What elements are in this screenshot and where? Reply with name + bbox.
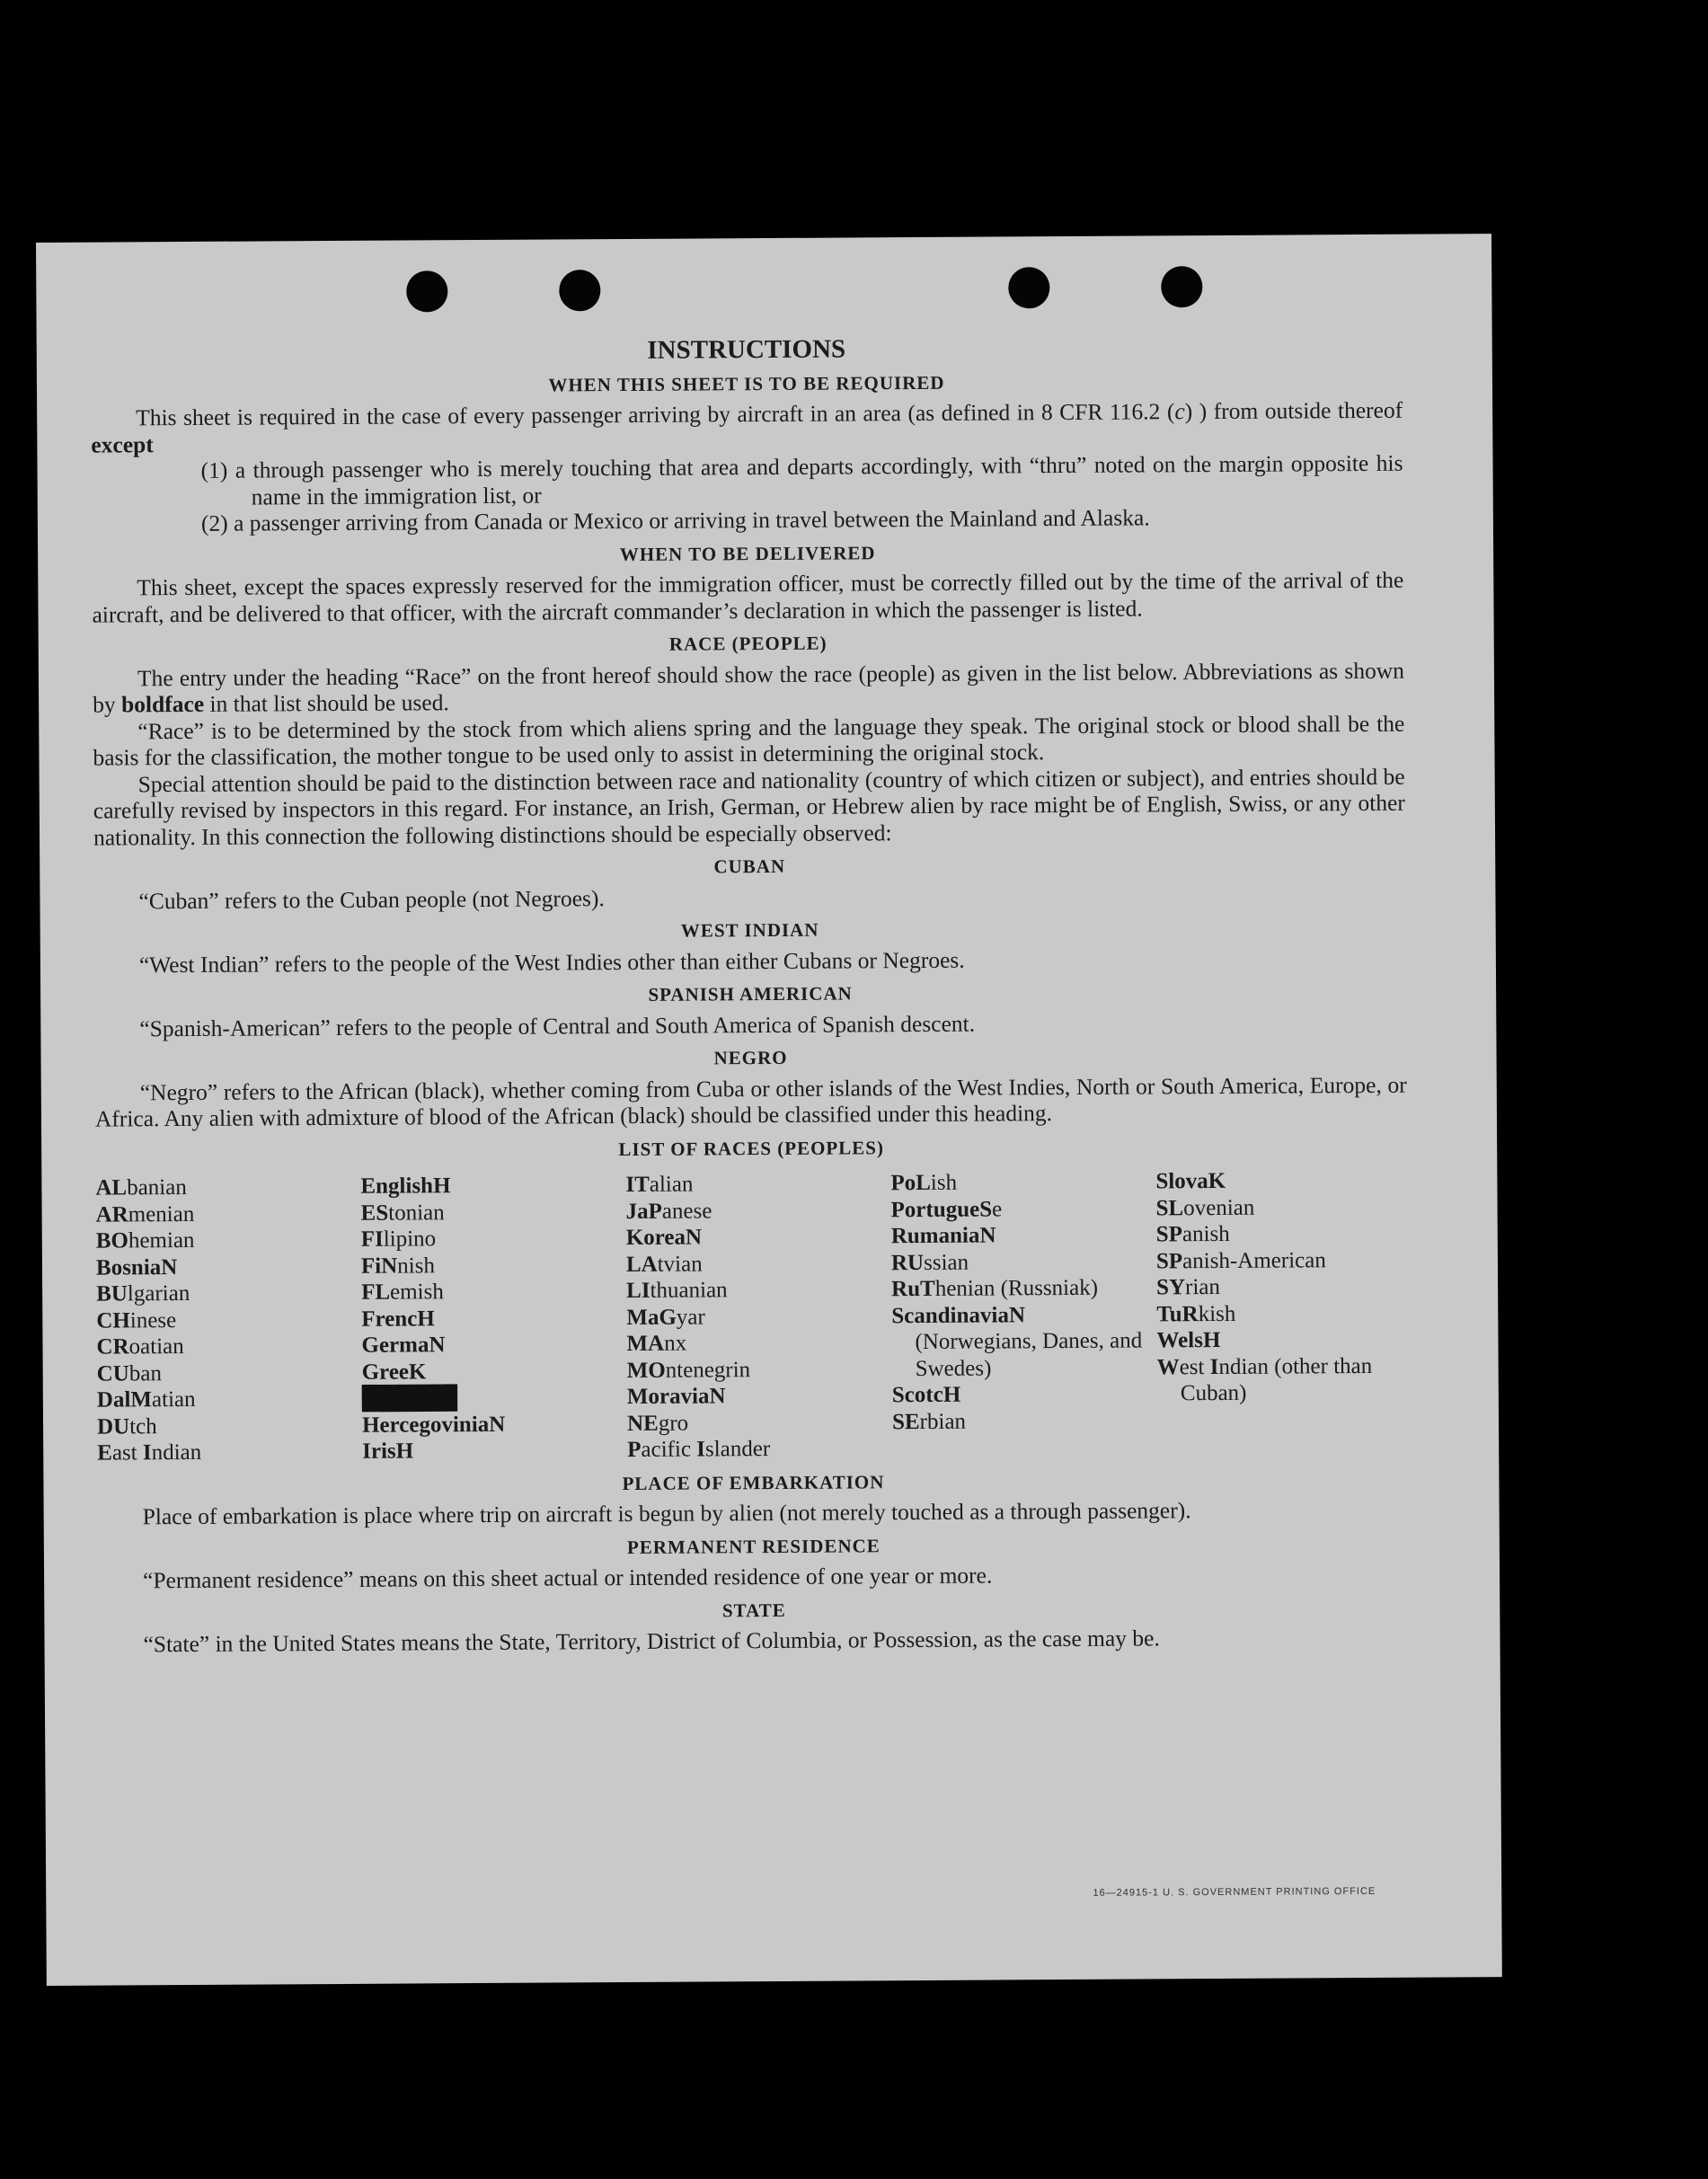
race-entry: FLemish xyxy=(361,1280,444,1305)
race-entry xyxy=(362,1384,614,1412)
race-entry: FIlipino xyxy=(360,1227,437,1252)
race-entry: BOhemian xyxy=(95,1227,195,1253)
embarkation-text: Place of embarkation is place where trip on aircraft is begun by alien (not merely touched as a through passenger). xyxy=(142,1497,1191,1530)
heading-cuban: CUBAN xyxy=(713,855,786,878)
race-entry: SYrian xyxy=(1156,1274,1221,1300)
race-entry: ScotcH xyxy=(891,1382,961,1408)
instructions-content xyxy=(91,333,1411,1658)
heading-embarkation: PLACE OF EMBARKATION xyxy=(622,1470,885,1494)
race-paragraph-1: The entry under the heading “Race” on the front hereof should show the race (people) as given in the list below. Abbreviations as shown by boldface in that list should be used. xyxy=(93,657,1405,718)
race-entry: ScandinaviaN (Norwegians, Danes, and Swedes) xyxy=(891,1302,1143,1381)
heading-spanish-american: SPANISH AMERICAN xyxy=(648,982,853,1005)
heading-list-of-races: LIST OF RACES (PEOPLES) xyxy=(618,1136,884,1160)
races-column xyxy=(360,1172,614,1465)
document-sheet xyxy=(36,234,1502,1986)
race-entry: ARmenian xyxy=(95,1201,195,1227)
race-entry: MAnx xyxy=(626,1331,687,1357)
races-column xyxy=(1155,1167,1409,1460)
race-entry: BUlgarian xyxy=(96,1280,190,1307)
race-entry: PoLish xyxy=(890,1170,958,1196)
race-entry: RUssian xyxy=(890,1250,969,1275)
race-paragraph-3: Special attention should be paid to the distinction between race and nationality (country of which citizen or subject), and entries should be carefully revised by inspectors in this regard. For instance, an Irish, German, or Hebrew alien by race might be of English, Swiss, or any other nationality. In this connection the following distinctions should be especially observed: xyxy=(93,763,1405,851)
page-title: INSTRUCTIONS xyxy=(647,334,846,365)
race-entry: DalMatian xyxy=(96,1386,196,1413)
race-entry: DUtch xyxy=(96,1413,157,1439)
race-entry: HercegoviniaN xyxy=(361,1412,506,1438)
race-entry: LIthuanian xyxy=(626,1278,728,1304)
race-entry: CUban xyxy=(96,1360,162,1386)
race-entry: NEgro xyxy=(626,1411,689,1436)
race-entry: TuRkish xyxy=(1156,1301,1236,1326)
race-entry: RumaniaN xyxy=(890,1223,996,1249)
race-entry: MaGyar xyxy=(626,1304,705,1330)
race-entry: East Indian xyxy=(97,1439,202,1466)
state-text: “State” in the United States means the State, Territory, District of Columbia, or Possession, as the case may be. xyxy=(143,1625,1160,1658)
race-entry: WelsH xyxy=(1156,1327,1221,1353)
race-entry: BosniaN xyxy=(95,1254,178,1280)
race-entry: MoraviaN xyxy=(626,1384,726,1410)
heading-negro: NEGRO xyxy=(713,1046,788,1069)
race-entry: MOntenegrin xyxy=(626,1357,751,1383)
printing-office-footer: 16—24915-1 U. S. GOVERNMENT PRINTING OFFICE xyxy=(1093,1885,1376,1899)
west-indian-text: “West Indian” refers to the people of the West Indies other than either Cubans or Negroes. xyxy=(138,946,965,978)
race-entry: SPanish-American xyxy=(1155,1247,1326,1273)
race-entry: EStonian xyxy=(360,1200,445,1226)
race-entry: KoreaN xyxy=(625,1225,703,1251)
punch-hole xyxy=(1161,266,1202,307)
race-entry: RuThenian (Russniak) xyxy=(891,1275,1099,1302)
required-item-1: (1) a through passenger who is merely touching that area and departs accordingly, with “thru” noted on the margin opposite his name in the immigration list, or xyxy=(200,449,1403,510)
required-item-2: (2) a passenger arriving from Canada or Mexico or arriving in travel between the Mainland and Alaska. xyxy=(200,504,1150,536)
race-entry: SlovaK xyxy=(1155,1168,1226,1194)
redacted-entry: ██████ xyxy=(361,1386,458,1411)
residence-text: “Permanent residence” means on this sheet actual or intended residence of one year or more. xyxy=(143,1562,993,1594)
race-entry: PortugueSe xyxy=(890,1196,1003,1222)
race-entry: JaPanese xyxy=(625,1198,712,1224)
race-paragraph-2: “Race” is to be determined by the stock from which aliens spring and the language they speak. The original stock or blood shall be the basis for the classification, the mother tongue to be used only to assist in determining the original stock. xyxy=(93,710,1405,771)
races-column xyxy=(625,1170,879,1463)
heading-race: RACE (PEOPLE) xyxy=(668,632,827,655)
race-entry: CHinese xyxy=(96,1307,177,1333)
heading-residence: PERMANENT RESIDENCE xyxy=(626,1534,881,1558)
required-intro: This sheet is required in the case of every passenger arriving by aircraft in an area (as defined in 8 CFR 116.2 (c) ) from outside thereof except xyxy=(91,396,1403,458)
punch-hole xyxy=(559,270,600,311)
delivered-text: This sheet, except the spaces expressly reserved for the immigration officer, must be correctly filled out by the time of the arrival of the aircraft, and be delivered to that officer, with the aircraft commander’s declaration in which the passenger is listed. xyxy=(92,566,1404,628)
heading-required: WHEN THIS SHEET IS TO BE REQUIRED xyxy=(548,371,945,396)
heading-delivered: WHEN TO BE DELIVERED xyxy=(619,541,876,565)
race-entry: CRoatian xyxy=(96,1334,184,1360)
race-entry: Pacific Islander xyxy=(627,1437,771,1463)
race-entry: EnglishH xyxy=(360,1174,451,1199)
race-entry: SLovenian xyxy=(1155,1195,1255,1220)
races-column xyxy=(890,1168,1144,1461)
punch-hole xyxy=(406,270,447,312)
heading-west-indian: WEST INDIAN xyxy=(680,918,819,942)
races-column xyxy=(95,1174,349,1466)
races-list xyxy=(95,1167,1409,1466)
heading-state: STATE xyxy=(721,1599,786,1621)
punch-hole xyxy=(1008,267,1049,308)
race-entry: SErbian xyxy=(891,1409,967,1434)
spanish-american-text: “Spanish-American” refers to the people of Central and South America of Spanish descent. xyxy=(139,1010,976,1041)
race-entry: GermaN xyxy=(361,1333,446,1358)
race-entry: FiNnish xyxy=(360,1253,436,1279)
race-entry: FrencH xyxy=(361,1306,435,1332)
race-entry: IrisH xyxy=(362,1439,414,1464)
race-entry: LAtvian xyxy=(625,1251,703,1277)
race-entry: SPanish xyxy=(1155,1221,1230,1247)
race-entry: ITalian xyxy=(625,1172,694,1198)
race-entry: ALbanian xyxy=(95,1174,187,1200)
cuban-text: “Cuban” refers to the Cuban people (not Negroes). xyxy=(138,884,605,914)
race-entry: West Indian (other than Cuban) xyxy=(1156,1353,1373,1406)
race-entry: GreeK xyxy=(361,1359,427,1385)
negro-text: “Negro” refers to the African (black), whether coming from Cuba or other islands of the West Indies, North or South America, Europe, or Africa. Any alien with admixture of blood of the African (black) should be classified under this heading. xyxy=(94,1071,1407,1132)
